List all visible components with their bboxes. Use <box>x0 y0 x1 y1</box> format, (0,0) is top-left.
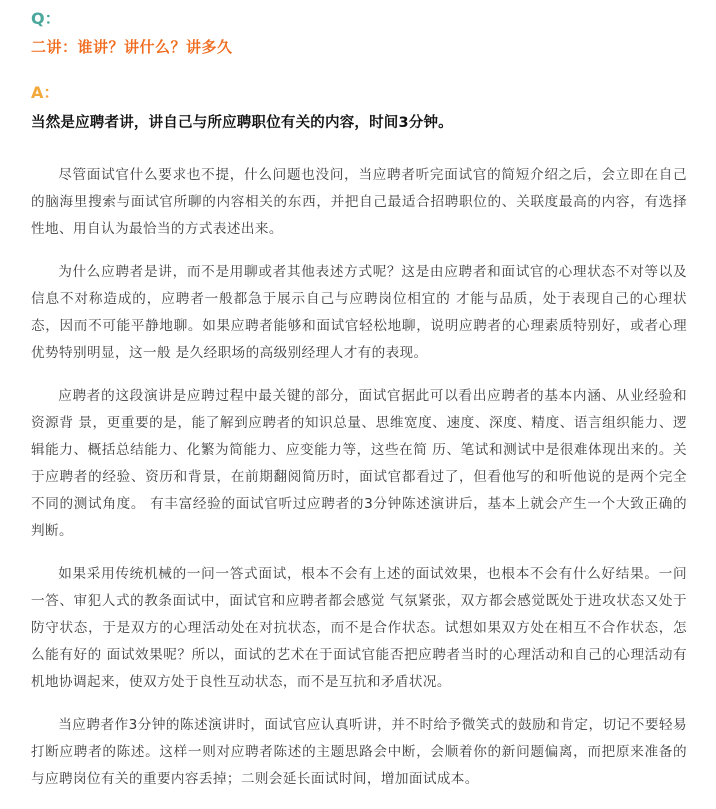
answer-text: 当然是应聘者讲，讲自己与所应聘职位有关的内容，时间3分钟。 <box>31 115 453 131</box>
question-text: 二讲：谁讲？讲什么？讲多久 <box>31 38 233 56</box>
paragraph-4: 如果采用传统机械的一问一答式面试，根本不会有上述的面试效果，也根本不会有什么好结果。一问一答、审犯人式的教条面试中，面试官和应聘者都会感觉 气氛紧张，双方都会感觉既处于进攻状态又处于防守状态，于是双方的心理活动处在对抗状态，而不是合作状态。试想如果双方处在相互不合作状态，怎么能有好的 面试效果呢？所以，面试的艺术在于面试官能否把应聘者当时的心理活动和自己的心理活动有机地协调起来，使双方处于良性互动状态，而不是互抗和矛盾状况。 <box>31 566 687 690</box>
paragraph-3: 应聘者的这段演讲是应聘过程中最关键的部分，面试官据此可以看出应聘者的基本内涵、从业经验和资源背 景，更重要的是，能了解到应聘者的知识总量、思维宽度、速度、深度、精度、语言组织能力、逻辑能力、概括总结能力、化繁为简能力、应变能力等，这些在简 历、笔试和测试中是很难体现出来的。关于应聘者的经验、资历和背景，在前期翻阅简历时，面试官都看过了，但看他写的和听他说的是两个完全不同的测试角度。 有丰富经验的面试官听过应聘者的3分钟陈述演讲后，基本上就会产生一个大致正确的判断。 <box>31 388 687 539</box>
paragraph-1: 尽管面试官什么要求也不提，什么问题也没问，当应聘者听完面试官的简短介绍之后，会立即在自己的脑海里搜索与面试官所聊的内容相关的东西，并把自己最适合招聘职位的、关联度最高的内容，有选择性地、用自认为最恰当的方式表述出来。 <box>31 167 687 237</box>
paragraph-2: 为什么应聘者是讲，而不是用聊或者其他表述方式呢？这是由应聘者和面试官的心理状态不对等以及信息不对称造成的，应聘者一般都急于展示自己与应聘岗位相宜的 才能与品质，处于表现自己的心理状态，因而不可能平静地聊。如果应聘者能够和面试官轻松地聊，说明应聘者的心理素质特别好，或者心理优势特别明显，这一般 是久经职场的高级别经理人才有的表现。 <box>31 264 687 361</box>
answer-body <box>31 162 687 809</box>
question-marker: Q： <box>31 9 61 28</box>
answer-marker: A： <box>31 83 60 102</box>
paragraph-5: 当应聘者作3分钟的陈述演讲时，面试官应认真听讲，并不时给予微笑式的鼓励和肯定，切记不要轻易打断应聘者的陈述。这样一则对应聘者陈述的主题思路会中断，会顺着你的新问题偏离，而把原来准备的与应聘岗位有关的重要内容丢掉；二则会延长面试时间，增加面试成本。 <box>31 717 687 787</box>
